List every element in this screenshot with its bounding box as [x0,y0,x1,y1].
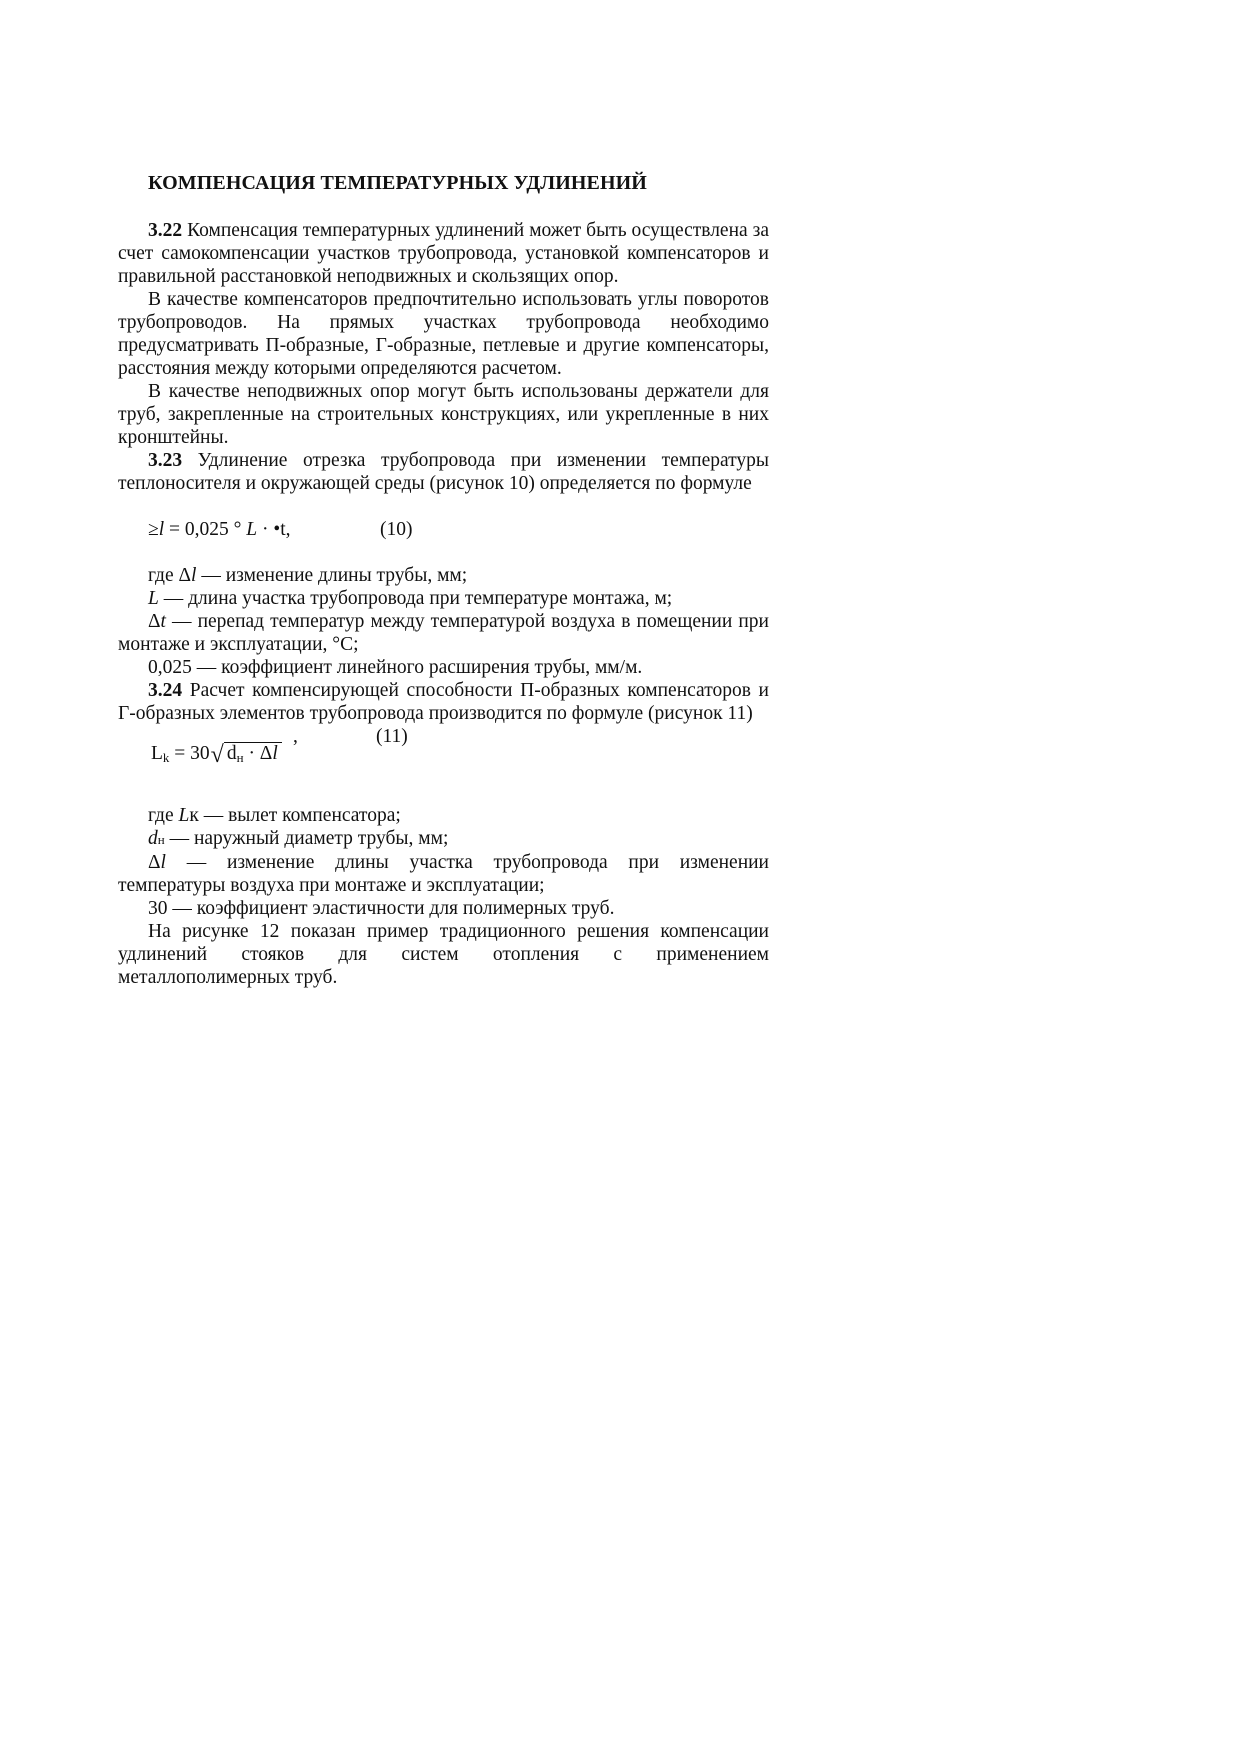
paragraph-text: Компенсация температурных удлинений может быть осуществлена за счет самокомпенсации участков трубопровода, установкой компенсаторов и правильной расстановкой неподвижных и скользящих опор. [118,220,769,287]
section-title: КОМПЕНСАЦИЯ ТЕМПЕРАТУРНЫХ УДЛИНЕНИЙ [148,172,647,194]
paragraph-figure-12: На рисунке 12 показан пример традиционного решения компенсации удлинений стояков для систем отопления с применением металлополимерных труб. [118,921,769,988]
clause-number: 3.24 [148,680,183,701]
paragraph-text: Удлинение отрезка трубопровода при изменении температуры теплоносителя и окружающей среды (рисунок 10) определяется по формуле [118,450,769,494]
formula-11: , (11) Lk = 30√ dн · Δl [151,726,408,768]
paragraph-3-24 [118,679,769,725]
text-column [118,160,769,989]
definition-delta-l: где Δl — изменение длины трубы, мм; [148,565,468,586]
definition-Lk: где Lк — вылет компенсатора; [148,805,401,826]
paragraph-text: Расчет компенсирующей способности П-образных компенсаторов и Г-образных элементов трубопровода производится по формуле (рисунок 11) [118,680,769,724]
formula-10: ≥l = 0,025 ° L · •t, (10) [148,519,413,540]
definition-coefficient: 0,025 — коэффициент линейного расширения трубы, мм/м. [148,657,643,678]
clause-number: 3.23 [148,450,183,471]
formula-number: (10) [380,519,413,540]
definition-elasticity: 30 — коэффициент эластичности для полимерных труб. [148,898,615,919]
definition-delta-t: Δt — перепад температур между температурой воздуха в помещении при монтаже и эксплуатации, °С; [118,611,769,655]
paragraph-fixed-supports: В качестве неподвижных опор могут быть использованы держатели для труб, закрепленные на строительных конструкциях, или укрепленные в них кронштейны. [118,381,769,448]
paragraph-compensators: В качестве компенсаторов предпочтительно использовать углы поворотов трубопроводов. На прямых участках трубопровода необходимо предусматривать П-образные, Г-образные, петлевые и другие компенсаторы, расстояния между которыми определяются расчетом. [118,289,769,379]
definition-dn: dн — наружный диаметр трубы, мм; [148,828,449,849]
formula-number: (11) [376,726,408,747]
definition-delta-l-2: Δl — изменение длины участка трубопровода при изменении температуры воздуха при монтаже и эксплуатации; [118,852,769,896]
definition-L: L — длина участка трубопровода при температуре монтажа, м; [148,588,673,609]
sqrt-icon: √ [210,742,224,768]
paragraph-3-23 [118,449,769,495]
clause-number: 3.22 [148,220,183,241]
paragraph-3-22 [118,219,769,288]
